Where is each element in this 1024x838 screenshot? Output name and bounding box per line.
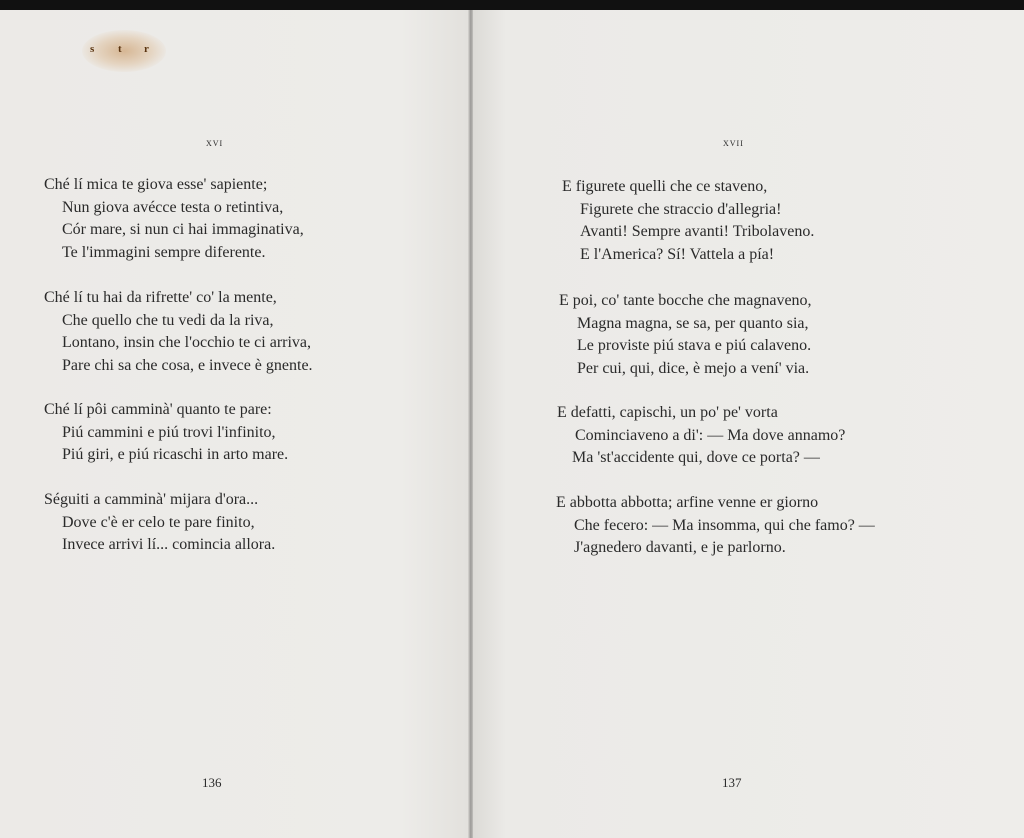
- verse-line: Le proviste piú stava e piú calaveno.: [577, 337, 812, 354]
- stain-mark: s: [90, 43, 95, 55]
- stanza: [44, 287, 313, 377]
- verse-line: Nun giova avécce testa o retintiva,: [62, 198, 284, 216]
- stain-mark: t: [118, 43, 122, 55]
- stanza: [559, 290, 812, 380]
- poem-number-right: xvii: [723, 135, 744, 149]
- stanza: [44, 174, 304, 264]
- stain-mark: r: [144, 43, 149, 55]
- verse-line: Cór mare, si nun ci hai immaginativa,: [62, 221, 304, 238]
- verse-line: Figurete che straccio d'allegria!: [580, 200, 782, 218]
- verse-line: E defatti, capischi, un po' pe' vorta: [557, 404, 778, 421]
- verse-line: Ché lí tu hai da rifrette' co' la mente,: [44, 289, 277, 306]
- verse-line: Piú giri, e piú ricaschi in arto mare.: [62, 446, 289, 463]
- verse-line: Ché lí mica te giova esse' sapiente;: [44, 176, 268, 193]
- verse-line: Piú cammini e piú trovi l'infinito,: [62, 423, 276, 441]
- verse-line: Séguiti a camminà' mijara d'ora...: [44, 491, 259, 508]
- verse-line: J'agnedero davanti, e je parlorno.: [574, 539, 786, 556]
- verse-line: Pare chi sa che cosa, e invece è gnente.: [62, 356, 313, 374]
- verse-line: E l'America? Sí! Vattela a pía!: [580, 245, 775, 263]
- stanza: [44, 489, 275, 557]
- verse-line: Magna magna, se sa, per quanto sia,: [577, 314, 809, 332]
- right-page: [473, 10, 1024, 838]
- stanza: [556, 492, 875, 560]
- verse-line: Dove c'è er celo te pare finito,: [62, 513, 255, 531]
- verse-line: Ché lí pôi camminà' quanto te pare:: [44, 401, 272, 418]
- verse-line: Lontano, insin che l'occhio te ci arriva,: [62, 334, 312, 351]
- stanza: [44, 399, 288, 467]
- stanza: [557, 402, 845, 470]
- verse-line: Te l'immagini sempre diferente.: [62, 243, 266, 261]
- verse-line: Avanti! Sempre avanti! Tribolaveno.: [580, 223, 815, 240]
- verse-line: Cominciaveno a di': — Ma dove annamo?: [575, 426, 846, 444]
- stanza: [562, 176, 814, 266]
- verse-line: E poi, co' tante bocche che magnaveno,: [559, 292, 812, 309]
- left-page: [0, 10, 472, 838]
- page-number-right: 137: [722, 775, 742, 790]
- verse-line: Invece arrivi lí... comincia allora.: [62, 536, 276, 553]
- page-number-left: 136: [202, 775, 222, 790]
- ink-stain: [82, 30, 166, 72]
- verse-line: Per cui, qui, dice, è mejo a vení' via.: [577, 359, 810, 377]
- verse-line: Che quello che tu vedi da la riva,: [62, 311, 274, 329]
- book-spread: [0, 10, 1024, 838]
- verse-line: Ma 'st'accidente qui, dove ce porta? —: [572, 449, 820, 466]
- poem-number-left: xvi: [206, 135, 224, 149]
- verse-line: Che fecero: — Ma insomma, qui che famo? —: [574, 516, 875, 534]
- verse-line: E abbotta abbotta; arfine venne er giorno: [556, 494, 819, 511]
- verse-line: E figurete quelli che ce staveno,: [562, 178, 768, 195]
